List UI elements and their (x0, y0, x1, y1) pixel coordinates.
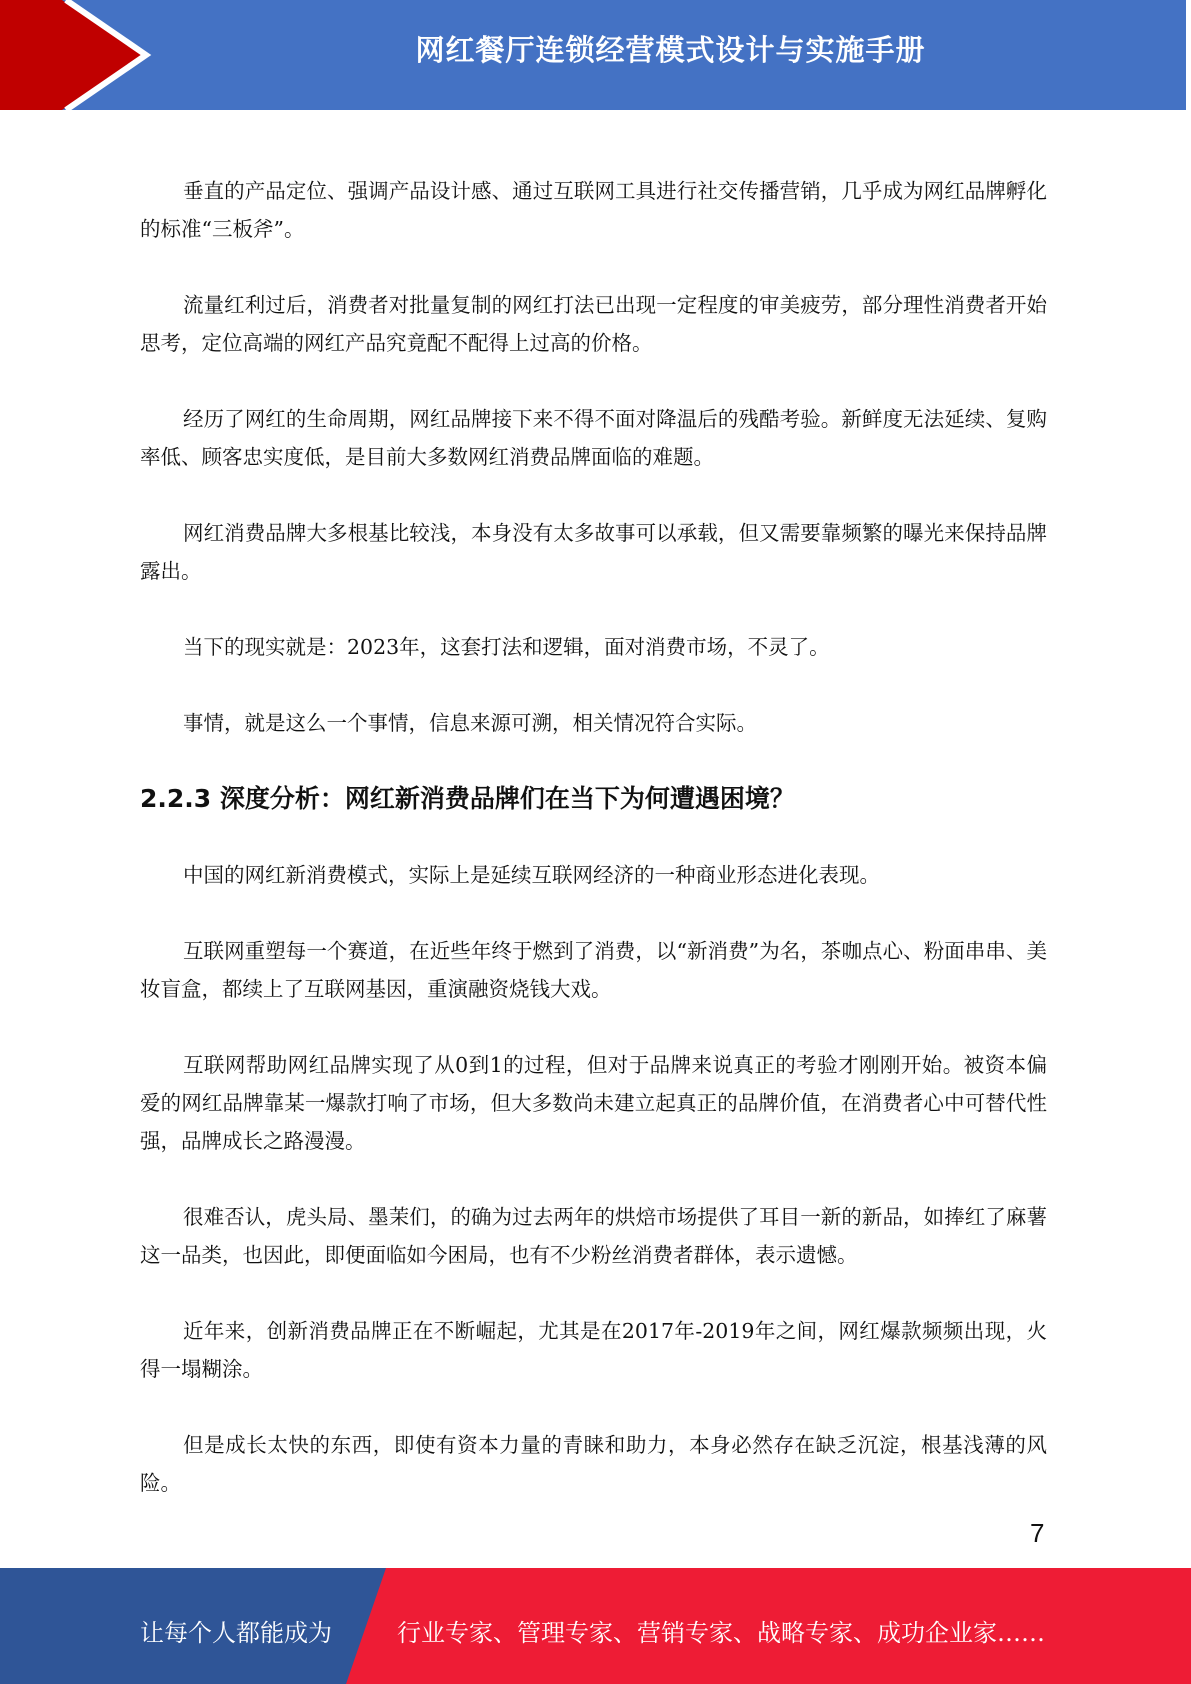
page-header (0, 0, 1191, 112)
footer-slogan-right: 行业专家、管理专家、营销专家、战略专家、成功企业家…… (397, 1619, 1045, 1647)
paragraph: 很难否认，虎头局、墨茉们，的确为过去两年的烘焙市场提供了耳目一新的新品，如捧红了麻薯这一品类，也因此，即便面临如今困局，也有不少粉丝消费者群体，表示遗憾。 (140, 1205, 1047, 1267)
section-heading: 2.2.3 深度分析：网红新消费品牌们在当下为何遭遇困境？ (140, 784, 795, 813)
paragraph: 流量红利过后，消费者对批量复制的网红打法已出现一定程度的审美疲劳，部分理性消费者开始思考，定位高端的网红产品究竟配不配得上过高的价格。 (140, 293, 1047, 355)
paragraph: 但是成长太快的东西，即使有资本力量的青睐和助力，本身必然存在缺乏沉淀，根基浅薄的风险。 (140, 1433, 1047, 1495)
footer-slogan-left: 让每个人都能成为 (140, 1619, 332, 1647)
paragraph: 事情，就是这么一个事情，信息来源可溯，相关情况符合实际。 (183, 711, 757, 735)
document-title: 网红餐厅连锁经营模式设计与实施手册 (415, 33, 926, 67)
page-footer (0, 1568, 1191, 1684)
paragraph: 垂直的产品定位、强调产品设计感、通过互联网工具进行社交传播营销，几乎成为网红品牌孵化的标准“三板斧”。 (140, 179, 1047, 241)
paragraph: 近年来，创新消费品牌正在不断崛起，尤其是在2017年-2019年之间，网红爆款频频出现，火得一塌糊涂。 (140, 1319, 1047, 1381)
paragraph: 互联网重塑每一个赛道，在近些年终于燃到了消费，以“新消费”为名，茶咖点心、粉面串串、美妆盲盒，都续上了互联网基因，重演融资烧钱大戏。 (140, 939, 1047, 1001)
paragraph: 经历了网红的生命周期，网红品牌接下来不得不面对降温后的残酷考验。新鲜度无法延续、复购率低、顾客忠实度低，是目前大多数网红消费品牌面临的难题。 (140, 407, 1047, 469)
paragraph: 当下的现实就是：2023年，这套打法和逻辑，面对消费市场，不灵了。 (183, 635, 830, 659)
paragraph: 互联网帮助网红品牌实现了从0到1的过程，但对于品牌来说真正的考验才刚刚开始。被资本偏爱的网红品牌靠某一爆款打响了市场，但大多数尚未建立起真正的品牌价值，在消费者心中可替代性强，品牌成长之路漫漫。 (140, 1053, 1047, 1153)
paragraph: 中国的网红新消费模式，实际上是延续互联网经济的一种商业形态进化表现。 (183, 863, 880, 887)
page-number: 7 (1030, 1518, 1045, 1548)
paragraph: 网红消费品牌大多根基比较浅，本身没有太多故事可以承载，但又需要靠频繁的曝光来保持品牌露出。 (140, 521, 1047, 583)
page-body (140, 172, 1047, 1540)
